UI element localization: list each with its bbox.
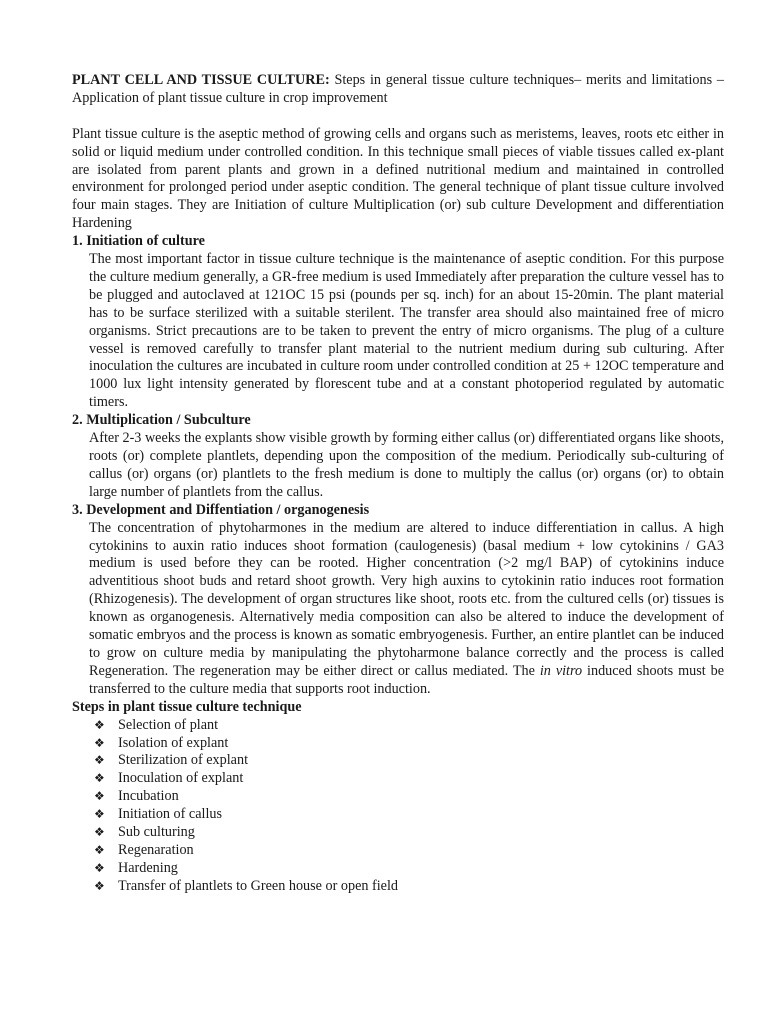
- list-item-text: Isolation of explant: [118, 734, 229, 751]
- list-item-text: Selection of plant: [118, 716, 219, 733]
- list-item-text: Inoculation of explant: [118, 770, 244, 787]
- section-body-development: [72, 520, 724, 699]
- section-title-development: 3. Development and Diffentiation / organogenesis: [72, 501, 370, 518]
- steps-title: Steps in plant tissue culture technique: [72, 698, 302, 715]
- steps-list: [72, 717, 724, 896]
- list-item-text: Regenaration: [118, 841, 194, 858]
- list-item: [94, 824, 724, 842]
- list-item: [94, 752, 724, 770]
- list-item-text: Sub culturing: [118, 824, 195, 841]
- diamond-bullet-icon: ❖: [94, 735, 105, 750]
- in-vitro-italic: in vitro: [539, 662, 583, 679]
- development-text-part-2: induced shoots must be transferred to the culture media that supports root induction.: [89, 662, 724, 697]
- section-title-multiplication: 2. Multiplication / Subculture: [72, 412, 251, 429]
- list-item-text: Incubation: [118, 788, 179, 805]
- list-item-text: Hardening: [118, 859, 178, 876]
- list-item: [94, 806, 724, 824]
- diamond-bullet-icon: ❖: [94, 860, 105, 875]
- diamond-bullet-icon: ❖: [94, 825, 105, 840]
- section-body-initiation: The most important factor in tissue culture technique is the maintenance of aseptic condition. For this purpose the culture medium generally, a GR-free medium is used Immediately after preparation the culture vessel has to be plugged and autoclaved at 121OC 15 psi (pounds per sq. inch) for an about 15-20min. The plant material has to be surface sterilized with a suitable sterilent. The transfer area should also maintained free of micro organisms. Strict precautions are to be taken to prevent the entry of micro organisms. The plug of a culture vessel is removed carefully to transfer plant material to the nutrient medium during sub culturing. After inoculation the cultures are incubated in culture room under controlled condition at 25 + 12OC temperature and 1000 lux light intensity generated by florescent tube and at a constant photoperiod regulated by automatic timers.: [89, 251, 724, 411]
- intro-paragraph: Plant tissue culture is the aseptic method of growing cells and organs such as meristems, leaves, roots etc either in solid or liquid medium under controlled condition. In this technique small pieces of viable tissues called ex-plant are isolated from parent plants and grown in a defined nutritional medium and maintained in controlled environment for prolonged period under aseptic condition. The general technique of plant tissue culture involved four main stages. They are Initiation of culture Multiplication (or) sub culture Development and differentiation Hardening: [72, 125, 724, 232]
- section-body-multiplication: After 2-3 weeks the explants show visible growth by forming either callus (or) differentiated organs like shoots, roots (or) complete plantlets, depending upon the composition of the medium. Periodically sub-culturing of callus (or) organs (or) plantlets to the fresh medium is done to multiply the callus (or) organs (or) to obtain large number of plantlets from the callus.: [89, 430, 725, 500]
- diamond-bullet-icon: ❖: [94, 771, 105, 786]
- diamond-bullet-icon: ❖: [94, 789, 105, 804]
- list-item: [94, 860, 724, 878]
- list-item: [94, 788, 724, 806]
- heading-bold-title: PLANT CELL AND TISSUE CULTURE:: [72, 72, 330, 88]
- list-item: [94, 770, 724, 788]
- diamond-bullet-icon: ❖: [94, 717, 105, 732]
- diamond-bullet-icon: ❖: [94, 753, 105, 768]
- list-item: [94, 842, 724, 860]
- section-title-initiation: 1. Initiation of culture: [72, 233, 205, 250]
- diamond-bullet-icon: ❖: [94, 807, 105, 822]
- list-item-text: Sterilization of explant: [118, 752, 249, 769]
- list-item: [94, 735, 724, 753]
- list-item: [94, 878, 724, 896]
- list-item-text: Transfer of plantlets to Green house or open field: [118, 877, 399, 894]
- list-item: [94, 717, 724, 735]
- list-item-text: Initiation of callus: [118, 806, 223, 823]
- development-text-part-1: The concentration of phytoharmones in the medium are altered to induce differentiation in callus. A high cytokinins to auxin ratio induces shoot formation (caulogenesis) (basal medium + low cytokinins / GA3 medium is used before they can be rooted. Higher concentration (>2 mg/l BAP) of cytokinins induce adventitious shoot buds and retard shoot growth. Very high auxins to cytokinin ratio induces root formation (Rhizogenesis). The development of organ structures like shoot, roots etc. from the cultured cells (or) tissues is known as organogenesis. Alternatively media composition can also be altered to induce the development of somatic embryos and the process is known as somatic embryogenesis. Further, an entire plantlet can be induced to grow on culture media by manipulating the phytoharmone balance correctly and the process is called Regeneration. The regeneration may be either direct or callus mediated. The: [89, 519, 724, 679]
- document-heading: [72, 72, 724, 108]
- heading-subtitle: Steps in general tissue culture techniques– merits and limitations – Application of plant tissue culture in crop improvement: [72, 72, 724, 106]
- diamond-bullet-icon: ❖: [94, 842, 105, 857]
- diamond-bullet-icon: ❖: [94, 878, 105, 893]
